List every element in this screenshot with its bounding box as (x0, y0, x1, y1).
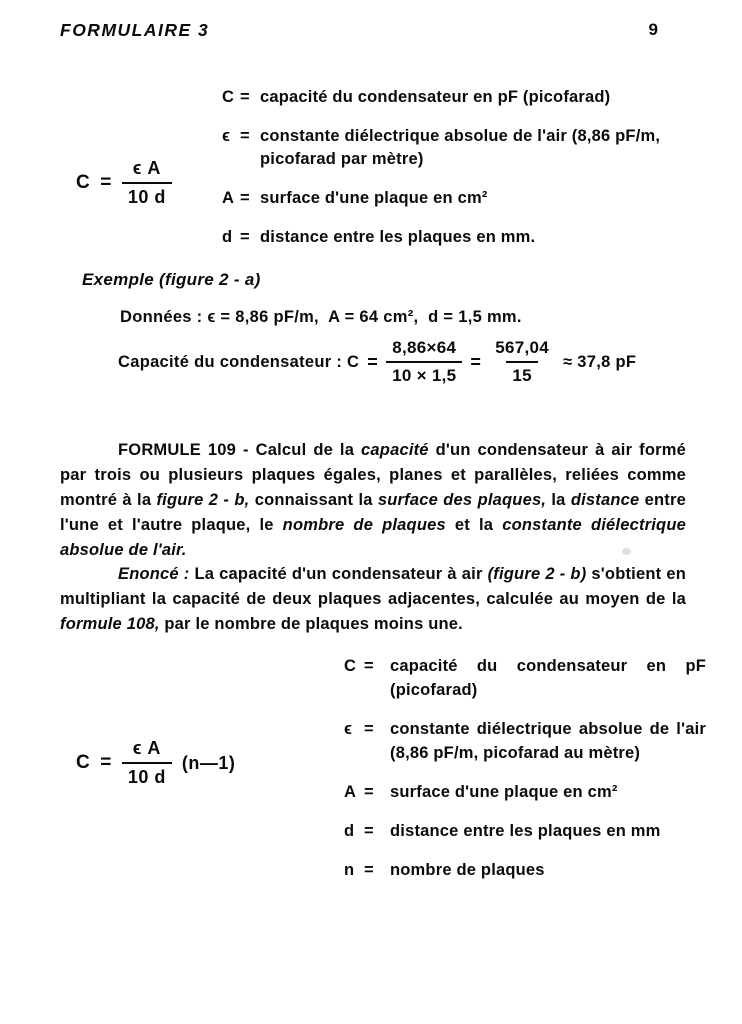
term-symbol: A (344, 783, 357, 801)
definition-text: surface d'une plaque en cm² (390, 783, 618, 801)
fraction (122, 738, 172, 788)
fraction-denominator: 10 d (122, 762, 172, 788)
definition-row (344, 717, 706, 765)
term-symbol: ϵ (222, 127, 231, 145)
fraction-denominator: 15 (506, 361, 538, 386)
fraction-numerator: ϵ A (132, 158, 161, 178)
equals-sign: = (240, 127, 250, 145)
definition-text: distance entre les plaques en mm. (260, 228, 536, 246)
fraction (489, 338, 555, 386)
equals-sign: = (240, 228, 250, 246)
equals-sign: = (364, 720, 374, 738)
fraction (386, 338, 462, 386)
definition-row (222, 226, 700, 249)
formula-lhs: C (76, 172, 91, 193)
definition-row (344, 819, 706, 843)
enonce-paragraph: Enoncé : La capacité d'un condensateur à air (figure 2 - b) s'obtient en multipliant la capacité de deux plaques adjacentes, calculée au moyen de la formule 108, par le nombre de plaques moins une. (60, 565, 686, 633)
term-symbol: C (222, 88, 235, 106)
definition-text: nombre de plaques (390, 861, 545, 879)
equals-sign: = (367, 351, 379, 372)
fraction-denominator: 10 × 1,5 (386, 361, 462, 386)
term-symbol: n (344, 861, 355, 879)
term-symbol: ϵ (344, 720, 353, 738)
exemple-heading: Exemple (figure 2 - a) (82, 270, 261, 289)
formule-109-paragraph: FORMULE 109 - Calcul de la capacité d'un condensateur à air formé par trois ou plusieurs plaques égales, planes et parallèles, reliées comme montré à la figure 2 - b, connaissant la surface des plaques, la distance entre l'une et l'autre plaque, le nombre de plaques et la constante diélectrique absolue de l'air. (60, 441, 686, 559)
definition-text: constante diélectrique absolue de l'air (8,86 pF/m, picofarad par mètre) (260, 127, 661, 168)
definition-row (344, 780, 706, 804)
definition-text: distance entre les plaques en mm (390, 822, 661, 840)
equals-sign: = (470, 351, 482, 372)
term-symbol: d (222, 228, 233, 246)
calc-result: ≈ 37,8 pF (563, 352, 637, 371)
fraction-numerator: 8,86×64 (392, 338, 457, 357)
formule-108-definitions (222, 86, 700, 265)
page-header-title: FORMULAIRE 3 (60, 20, 210, 40)
equals-sign: = (364, 861, 374, 879)
equals-sign: = (100, 752, 112, 773)
equals-sign: = (240, 189, 250, 207)
definition-text: capacité du condensateur en pF (picofarad) (260, 88, 611, 106)
equals-sign: = (364, 822, 374, 840)
fraction (122, 158, 172, 208)
formula-lhs: C (76, 752, 91, 773)
donnees-line: Données : ϵ = 8,86 pF/m, A = 64 cm², d = 1,5 mm. (120, 308, 522, 326)
definition-row (222, 187, 700, 210)
equals-sign: = (364, 783, 374, 801)
term-symbol: A (222, 189, 235, 207)
definition-text: capacité du condensateur en pF (picofarad) (390, 657, 706, 699)
term-symbol: d (344, 822, 355, 840)
definition-row (222, 125, 700, 171)
definition-row (222, 86, 700, 109)
definition-row (344, 858, 706, 882)
formula-109 (76, 738, 235, 788)
term-symbol: C (344, 657, 357, 675)
equals-sign: = (100, 172, 112, 193)
formula-suffix: (n—1) (181, 752, 236, 773)
page-number: 9 (648, 20, 658, 39)
equals-sign: = (364, 657, 374, 675)
calc-label: Capacité du condensateur : C (118, 352, 360, 371)
formule-109-definitions (344, 654, 706, 897)
fraction-numerator: ϵ A (132, 738, 161, 758)
formula-108 (76, 158, 172, 208)
definition-text: constante diélectrique absolue de l'air (8,86 pF/m, picofarad au mètre) (390, 720, 706, 762)
fraction-numerator: 567,04 (495, 338, 550, 357)
scan-smudge (622, 548, 631, 555)
definition-text: surface d'une plaque en cm² (260, 189, 488, 207)
fraction-denominator: 10 d (122, 182, 172, 208)
equals-sign: = (240, 88, 250, 106)
definition-row (344, 654, 706, 702)
capacite-calculation (118, 338, 636, 386)
